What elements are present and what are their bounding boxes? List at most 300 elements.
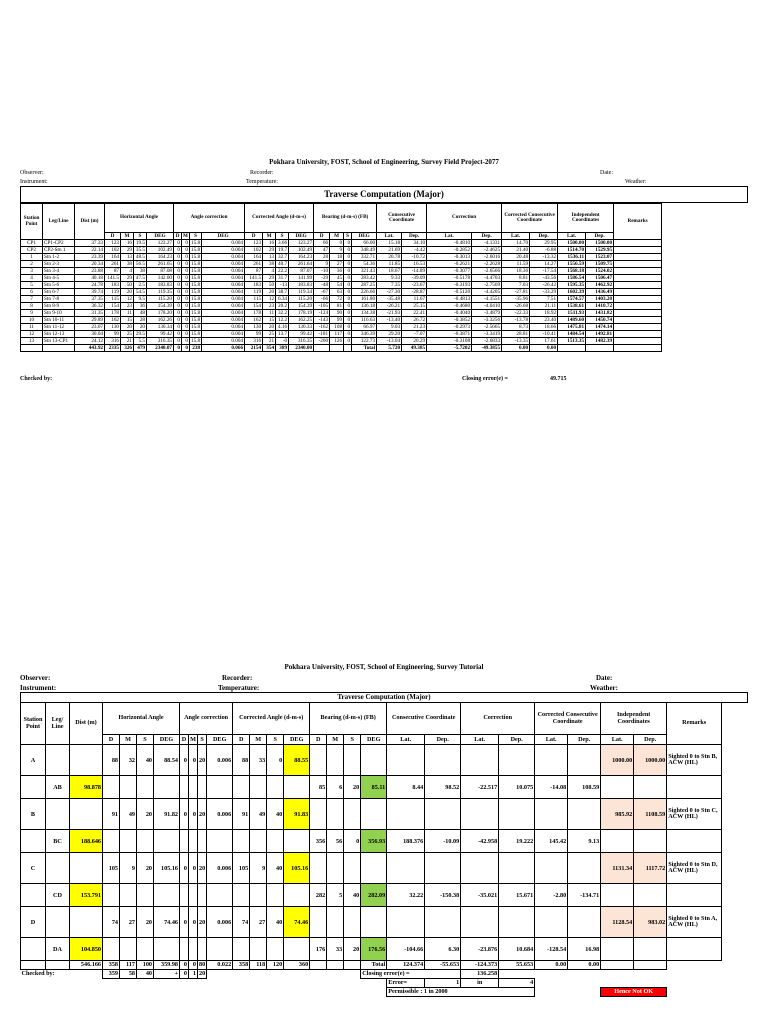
table-cell: 12.2 xyxy=(276,317,289,324)
h-dist: Dist (m) xyxy=(75,204,105,240)
table-cell xyxy=(344,799,361,830)
sub-header: D xyxy=(310,735,327,745)
table-cell: 99.42 xyxy=(289,331,314,338)
table-cell: 0.004 xyxy=(202,289,245,296)
total-cell: 120 xyxy=(267,961,284,970)
table-cell: 54.5 xyxy=(134,289,147,296)
sub-header: Lat. xyxy=(558,233,586,240)
table-cell xyxy=(614,317,662,324)
table-cell: 0 xyxy=(344,303,352,310)
date-label: Date: xyxy=(596,674,613,682)
observer-label: Observer: xyxy=(20,674,51,682)
table-cell xyxy=(154,988,180,997)
table-cell: 36 xyxy=(134,303,147,310)
sub-header: Lat. xyxy=(461,735,499,745)
table-cell: 1500.00 xyxy=(586,240,614,247)
table-cell: 12 xyxy=(263,296,276,303)
table-cell: -0.3013 xyxy=(427,254,472,261)
table-cell: 12 xyxy=(121,296,134,303)
table-cell: -0.2852 xyxy=(427,247,472,254)
table-cell: 14.27 xyxy=(530,261,558,268)
bearing-cell: 5 xyxy=(327,884,344,907)
table-cell: 1474.14 xyxy=(586,324,614,331)
h-bearing: Bearing (d-m-s) (FB) xyxy=(314,204,377,233)
table-cell: 20.48 xyxy=(502,254,530,261)
sub-header: Dep. xyxy=(472,233,502,240)
table-cell: -7.07 xyxy=(402,331,427,338)
table-cell xyxy=(535,979,568,988)
table-cell: -0.3077 xyxy=(427,268,472,275)
table-row xyxy=(21,303,662,310)
table-cell: Stn 3-4 xyxy=(43,268,75,275)
weather-label: Weather: xyxy=(590,684,618,692)
table-cell: 23 xyxy=(263,303,276,310)
table-cell: 6 xyxy=(21,289,43,296)
table-cell: 117 xyxy=(330,331,344,338)
correction-cell: -42.958 xyxy=(461,830,499,853)
table-cell xyxy=(267,830,284,853)
table-cell xyxy=(207,979,233,988)
table-cell: 30.04 xyxy=(75,331,105,338)
sub-header: S xyxy=(344,233,352,240)
table-cell: -28.87 xyxy=(402,289,427,296)
table-cell: -43.56 xyxy=(530,275,558,282)
consecutive-cell: 32.22 xyxy=(387,884,425,907)
table-cell: Stn 4-5 xyxy=(43,275,75,282)
corrected-angle-cell: 27 xyxy=(250,907,267,938)
table-cell: -0.4813 xyxy=(427,296,472,303)
table-cell xyxy=(154,884,180,907)
table-cell xyxy=(327,853,344,884)
table-cell: 0 xyxy=(174,261,182,268)
table-cell: 28 xyxy=(134,317,147,324)
table-cell xyxy=(21,776,46,799)
table-cell: 29 xyxy=(263,275,276,282)
horizontal-angle-cell: 49 xyxy=(120,799,137,830)
table-cell: 28.81 xyxy=(502,331,530,338)
sub-header: M xyxy=(250,735,267,745)
table-cell: 20.29 xyxy=(402,338,427,345)
table-cell xyxy=(284,979,310,988)
table-row xyxy=(21,240,662,247)
table-cell: 18.66 xyxy=(530,324,558,331)
table-cell: 13 xyxy=(263,254,276,261)
table-cell: 1431.82 xyxy=(586,310,614,317)
table-cell: 54 xyxy=(330,282,344,289)
table-cell xyxy=(120,830,137,853)
table-cell: 99 xyxy=(330,317,344,324)
table-cell: -13.40 xyxy=(377,317,402,324)
table-cell xyxy=(70,799,103,830)
table-cell: 0 xyxy=(330,240,344,247)
table-cell: 7.03 xyxy=(502,282,530,289)
distance: 153.791 xyxy=(70,884,103,907)
table-cell: CP2 xyxy=(21,247,43,254)
sheet1-title: Pokhara University, FOST, School of Engineering, Survey Field Project-2077 xyxy=(269,158,499,166)
table-cell: 16 xyxy=(263,240,276,247)
table-cell: 11.67 xyxy=(402,296,427,303)
table-cell: 0.004 xyxy=(202,247,245,254)
table-cell xyxy=(568,907,601,938)
table-cell: 346.39 xyxy=(352,331,377,338)
table-cell xyxy=(198,776,207,799)
table-cell xyxy=(189,776,198,799)
angle-correction-cell: 20 xyxy=(198,799,207,830)
table-cell: 15.18 xyxy=(377,240,402,247)
table-cell xyxy=(21,884,46,907)
table-cell: 5 xyxy=(21,282,43,289)
table-cell xyxy=(344,745,361,776)
table-cell: 0 xyxy=(182,254,190,261)
table-cell: 1513.35 xyxy=(558,338,586,345)
table-cell xyxy=(70,979,103,988)
table-cell xyxy=(361,745,387,776)
table-cell: 0 xyxy=(344,338,352,345)
table-cell xyxy=(387,853,425,884)
bearing-cell: 56 xyxy=(327,830,344,853)
sheet1-table-title: Traverse Computation (Major) xyxy=(324,189,444,199)
sheet1-traverse-table xyxy=(20,203,662,352)
recorder-label: Recorder: xyxy=(250,170,274,176)
table-cell: 1523.07 xyxy=(586,254,614,261)
table-cell: 22.14 xyxy=(75,247,105,254)
sub-header: Dep. xyxy=(499,735,535,745)
table-cell: 316.35 xyxy=(147,338,174,345)
table-cell: 20.34 xyxy=(75,261,105,268)
table-cell xyxy=(667,988,722,997)
table-cell: -162 xyxy=(314,324,330,331)
table-cell: 0 xyxy=(344,324,352,331)
table-cell: 141.5 xyxy=(245,275,263,282)
horizontal-angle-cell: 74 xyxy=(103,907,120,938)
angle-correction-cell: 0 xyxy=(189,799,198,830)
bearing-cell: 85 xyxy=(310,776,327,799)
table-row xyxy=(21,338,662,345)
table-cell xyxy=(310,907,327,938)
table-cell: 0 xyxy=(182,331,190,338)
table-cell: 38 xyxy=(134,268,147,275)
temperature-label: Temperature: xyxy=(246,179,278,185)
table-cell xyxy=(154,776,180,799)
table-cell: -0.2973 xyxy=(427,324,472,331)
table-cell: 4.16 xyxy=(276,324,289,331)
table-cell: 5.5 xyxy=(134,338,147,345)
table-cell: 0 xyxy=(344,254,352,261)
total-cell: 40 xyxy=(137,970,154,979)
table-cell xyxy=(250,830,267,853)
table-cell xyxy=(310,853,327,884)
sub-header: DEG xyxy=(284,735,310,745)
table-cell xyxy=(103,979,120,988)
table-cell: Stn 13-CP1 xyxy=(43,338,75,345)
table-cell: 32.7 xyxy=(276,254,289,261)
table-cell: 0.004 xyxy=(202,296,245,303)
table-cell: 14.70 xyxy=(502,240,530,247)
table-cell xyxy=(667,938,722,961)
table-cell: 26.72 xyxy=(402,317,427,324)
table-cell: 332.71 xyxy=(352,254,377,261)
table-cell: 29 xyxy=(121,275,134,282)
total-cell: 118 xyxy=(250,961,267,970)
table-cell: 36 xyxy=(330,268,344,275)
table-cell: 0 xyxy=(182,296,190,303)
table-cell: 1462.92 xyxy=(586,282,614,289)
date-label: Date: xyxy=(600,170,613,176)
table-cell xyxy=(189,830,198,853)
corrected-angle-cell: 74.46 xyxy=(284,907,310,938)
total-cell: 80 xyxy=(199,961,206,968)
table-row xyxy=(21,296,662,303)
table-cell xyxy=(461,745,499,776)
table-cell xyxy=(207,884,233,907)
remark: Sighted 0 to Stn A, ACW (HL) xyxy=(667,907,722,938)
table-cell xyxy=(327,799,344,830)
distance: 98.878 xyxy=(70,776,103,799)
table-cell: -0.4810 xyxy=(427,240,472,247)
table-row xyxy=(21,261,662,268)
total-cell: 124.374 xyxy=(387,961,425,970)
table-cell: 115 xyxy=(245,296,263,303)
table-cell xyxy=(284,884,310,907)
table-cell xyxy=(614,338,662,345)
h-station-point: Station Point xyxy=(21,204,43,240)
total-cell: 0 xyxy=(180,970,189,979)
table-cell: 0.004 xyxy=(202,310,245,317)
table-cell: -143 xyxy=(314,317,330,324)
total-cell: 354 xyxy=(263,345,276,352)
table-cell xyxy=(535,745,568,776)
table-cell: 1514.70 xyxy=(558,247,586,254)
total-label: Total xyxy=(361,961,387,970)
total-sign: + xyxy=(154,970,180,979)
total-cell: 0.00 xyxy=(502,345,530,352)
table-cell xyxy=(387,745,425,776)
table-cell: 162.26 xyxy=(147,317,174,324)
table-cell xyxy=(344,907,361,938)
table-cell: -0.3193 xyxy=(427,282,472,289)
table-cell: -48 xyxy=(314,282,330,289)
angle-correction-cell: 0 xyxy=(189,853,198,884)
total-cell: 58 xyxy=(120,970,137,979)
table-cell: -13.35 xyxy=(502,338,530,345)
sub-header: D xyxy=(174,233,182,240)
table-cell: -4.4205 xyxy=(472,289,502,296)
table-cell: 10 xyxy=(21,317,43,324)
table-cell: 11 xyxy=(21,324,43,331)
table-cell xyxy=(361,907,387,938)
table-cell: 0 xyxy=(174,296,182,303)
table-cell: 16 xyxy=(121,240,134,247)
table-cell: 1509.75 xyxy=(586,261,614,268)
table-cell: -22.33 xyxy=(502,310,530,317)
table-cell: 13.7 xyxy=(276,331,289,338)
table-cell: 9.5 xyxy=(134,296,147,303)
table-cell xyxy=(70,745,103,776)
table-cell: -27.30 xyxy=(377,289,402,296)
table-cell: 11.85 xyxy=(377,261,402,268)
table-cell: 38.7 xyxy=(276,289,289,296)
table-cell: 7 xyxy=(21,296,43,303)
table-cell xyxy=(425,907,461,938)
table-cell: 0 xyxy=(174,324,182,331)
table-cell: 119.34 xyxy=(289,289,314,296)
bearing-cell: 0 xyxy=(344,830,361,853)
table-cell: -0.4680 xyxy=(427,303,472,310)
corrected-angle-cell: 91 xyxy=(233,799,250,830)
instrument-label: Instrument: xyxy=(20,179,48,185)
table-cell: 99.42 xyxy=(147,331,174,338)
table-cell: 9.33 xyxy=(377,275,402,282)
table-cell: 119.35 xyxy=(147,289,174,296)
table-cell: -21.93 xyxy=(377,310,402,317)
table-cell: 2 xyxy=(21,261,43,268)
angle-correction-cell: 0 xyxy=(180,799,189,830)
consecutive-cell: -104.66 xyxy=(387,938,425,961)
table-cell: 20 xyxy=(121,289,134,296)
table-cell xyxy=(46,907,70,938)
table-cell: -2.2628 xyxy=(472,261,502,268)
bearing-cell: 282 xyxy=(310,884,327,907)
table-cell: 18 xyxy=(330,254,344,261)
sub-header: M xyxy=(183,233,188,239)
table-cell: 0 xyxy=(174,254,182,261)
table-cell xyxy=(120,776,137,799)
corrected-angle-cell: 9 xyxy=(250,853,267,884)
total-cell: 479 xyxy=(134,345,147,352)
table-cell: 66.97 xyxy=(352,324,377,331)
sub-header: Lat. xyxy=(502,233,530,240)
instrument-label: Instrument: xyxy=(20,684,57,692)
total-cell xyxy=(21,345,43,352)
table-cell xyxy=(233,988,250,997)
table-cell: 11 xyxy=(263,310,276,317)
table-cell: 21.11 xyxy=(530,303,558,310)
table-cell: 115 xyxy=(105,296,121,303)
angle-correction-cell: 0 xyxy=(180,745,189,776)
table-row xyxy=(21,331,662,338)
consecutive-cell: 98.52 xyxy=(425,776,461,799)
table-cell: 348.49 xyxy=(352,247,377,254)
checked-by: Checked by: xyxy=(21,970,55,978)
table-cell: 0 xyxy=(182,317,190,324)
sub-header: S xyxy=(276,233,289,240)
total-cell: 443.92 xyxy=(75,345,105,352)
table-cell xyxy=(568,970,601,979)
table-cell: 25 xyxy=(263,331,276,338)
table-cell xyxy=(568,799,601,830)
table-cell: -2.4625 xyxy=(472,247,502,254)
table-cell xyxy=(327,745,344,776)
table-cell: -2.6833 xyxy=(472,338,502,345)
corrected-consecutive-cell: 145.42 xyxy=(535,830,568,853)
corrected-consecutive-cell: -2.80 xyxy=(535,884,568,907)
table-cell: -27.81 xyxy=(502,289,530,296)
h-corrected-consecutive: Corrected Consecutive Coordinate xyxy=(502,204,558,233)
angle-correction-cell: 0.006 xyxy=(207,907,233,938)
bearing-cell: 176 xyxy=(310,938,327,961)
table-cell xyxy=(189,884,198,907)
weather-label: Weather: xyxy=(625,179,647,185)
table-cell xyxy=(284,938,310,961)
table-cell xyxy=(250,979,267,988)
station-row xyxy=(21,745,722,776)
table-cell: 1450.74 xyxy=(586,317,614,324)
angle-correction-cell: 20 xyxy=(198,853,207,884)
bearing-cell: 40 xyxy=(344,884,361,907)
sub-header: Dep. xyxy=(425,735,461,745)
h-corrected-angle: Corrected Angle (d-m-s) xyxy=(233,703,310,735)
table-cell: 1482.39 xyxy=(586,338,614,345)
table-cell: -105 xyxy=(314,303,330,310)
table-cell: 38 xyxy=(263,261,276,268)
table-cell xyxy=(327,979,344,988)
table-cell: 0 xyxy=(344,275,352,282)
table-cell xyxy=(499,853,535,884)
table-cell: 1511.93 xyxy=(558,310,586,317)
table-cell: 102.49 xyxy=(147,247,174,254)
table-row xyxy=(21,268,662,275)
table-cell: 0.004 xyxy=(202,324,245,331)
table-cell: 39.74 xyxy=(75,289,105,296)
total-cell: 2154 xyxy=(245,345,263,352)
table-cell xyxy=(535,970,568,979)
table-cell: 87 xyxy=(245,268,263,275)
h-angle-correction: Angle correction xyxy=(174,204,245,233)
closing-error-label: Closing error(e) = xyxy=(361,970,461,979)
correction-cell: 10.684 xyxy=(499,938,535,961)
table-cell: 164.23 xyxy=(289,254,314,261)
horizontal-angle-cell: 20 xyxy=(137,907,154,938)
corrected-angle-cell: 40 xyxy=(267,907,284,938)
table-cell xyxy=(137,830,154,853)
total-cell: -49.3855 xyxy=(472,345,502,352)
table-cell xyxy=(327,970,344,979)
table-cell: 48 xyxy=(134,310,147,317)
horizontal-angle-cell: 91.82 xyxy=(154,799,180,830)
bearing-cell: 356 xyxy=(310,830,327,853)
table-cell: 38 xyxy=(121,261,134,268)
table-cell: -2.5665 xyxy=(472,324,502,331)
table-cell: 37.35 xyxy=(75,296,105,303)
table-cell: 0.004 xyxy=(202,254,245,261)
sub-header: S xyxy=(134,233,147,240)
table-cell xyxy=(284,776,310,799)
table-cell: -26.68 xyxy=(502,303,530,310)
table-cell xyxy=(103,830,120,853)
table-cell: -66 xyxy=(314,296,330,303)
table-cell: 0.004 xyxy=(202,303,245,310)
independent-lat: 1128.54 xyxy=(601,907,634,938)
leg-line: BC xyxy=(46,830,70,853)
consecutive-cell: -10.09 xyxy=(425,830,461,853)
correction-cell: 19.222 xyxy=(499,830,535,853)
table-cell xyxy=(601,938,634,961)
table-cell: 21 xyxy=(121,338,134,345)
table-cell: 0 xyxy=(344,331,352,338)
table-cell: Stn 6-7 xyxy=(43,289,75,296)
table-cell: 9 xyxy=(21,310,43,317)
table-cell xyxy=(499,907,535,938)
table-cell: 0 xyxy=(344,268,352,275)
table-cell: 0 xyxy=(344,317,352,324)
sheet1-checked-by: Checked by: xyxy=(20,376,53,382)
independent-dep: 1108.59 xyxy=(634,799,667,830)
table-cell: 1586.54 xyxy=(558,275,586,282)
table-cell xyxy=(535,988,568,997)
table-cell: 123 xyxy=(245,240,263,247)
table-cell: 23.88 xyxy=(75,268,105,275)
corrected-angle-cell: 0 xyxy=(267,745,284,776)
